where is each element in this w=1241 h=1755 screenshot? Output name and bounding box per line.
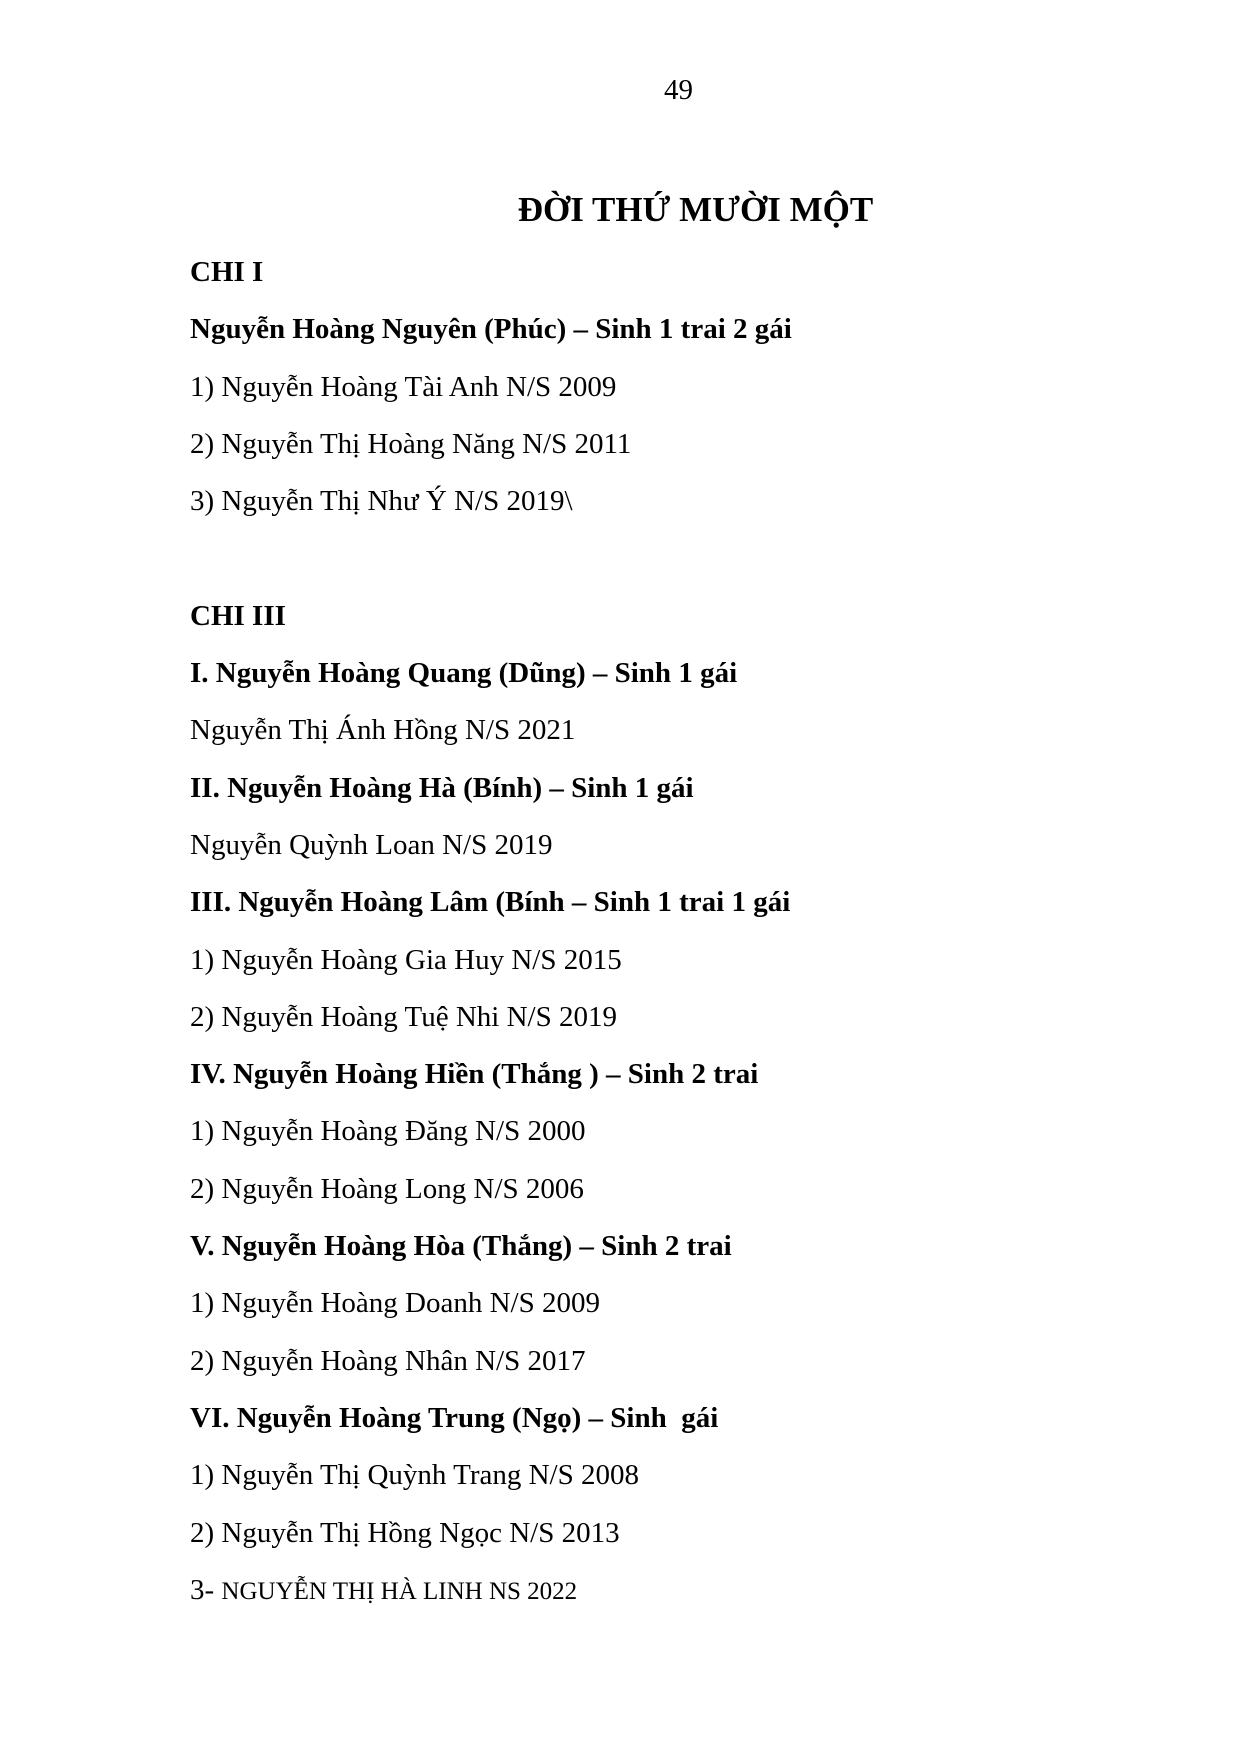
entry-line: II. Nguyễn Hoàng Hà (Bính) – Sinh 1 gái: [190, 771, 694, 804]
entry-line: 1) Nguyễn Hoàng Đăng N/S 2000: [190, 1115, 586, 1148]
entry-line: V. Nguyễn Hoàng Hòa (Thắng) – Sinh 2 trai: [190, 1230, 732, 1263]
entry-number: 3-: [190, 1573, 222, 1606]
entry-line: 2) Nguyễn Hoàng Nhân N/S 2017: [190, 1344, 586, 1377]
entry-line: Nguyễn Quỳnh Loan N/S 2019: [190, 828, 553, 861]
entry-line: 3) Nguyễn Thị Như Ý N/S 2019\: [190, 485, 573, 518]
entry-line: Nguyễn Hoàng Nguyên (Phúc) – Sinh 1 trai 2 gái: [190, 313, 792, 346]
entry-line: Nguyễn Thị Ánh Hồng N/S 2021: [190, 714, 576, 747]
page-number: 49: [664, 74, 693, 106]
document-title: ĐỜI THỨ MƯỜI MỘT: [517, 190, 874, 229]
document-body: [190, 244, 1211, 1620]
entry-name: NGUYỄN THỊ HÀ LINH NS 2022: [221, 1577, 578, 1605]
entry-line: 1) Nguyễn Hoàng Gia Huy N/S 2015: [190, 943, 622, 976]
entry-line: 2) Nguyễn Thị Hoàng Năng N/S 2011: [190, 427, 632, 460]
entry-line: 2) Nguyễn Hoàng Long N/S 2006: [190, 1172, 584, 1205]
blank-line: [190, 530, 1211, 587]
entry-line: IV. Nguyễn Hoàng Hiền (Thắng ) – Sinh 2 trai: [190, 1058, 759, 1091]
entry-line: VI. Nguyễn Hoàng Trung (Ngọ) – Sinh gái: [190, 1401, 719, 1434]
entry-line: 1) Nguyễn Hoàng Tài Anh N/S 2009: [190, 370, 617, 403]
section-heading-chi-i: CHI I: [190, 256, 264, 288]
entry-line: I. Nguyễn Hoàng Quang (Dũng) – Sinh 1 gái: [190, 657, 738, 690]
entry-line: 1) Nguyễn Hoàng Doanh N/S 2009: [190, 1287, 600, 1320]
entry-line: III. Nguyễn Hoàng Lâm (Bính – Sinh 1 trai 1 gái: [190, 886, 791, 919]
entry-line: 1) Nguyễn Thị Quỳnh Trang N/S 2008: [190, 1459, 639, 1492]
entry-line: 2) Nguyễn Thị Hồng Ngọc N/S 2013: [190, 1516, 620, 1549]
entry-line-last: [190, 1562, 1211, 1620]
section-heading-chi-iii: CHI III: [190, 599, 286, 632]
entry-line: 2) Nguyễn Hoàng Tuệ Nhi N/S 2019: [190, 1000, 617, 1033]
